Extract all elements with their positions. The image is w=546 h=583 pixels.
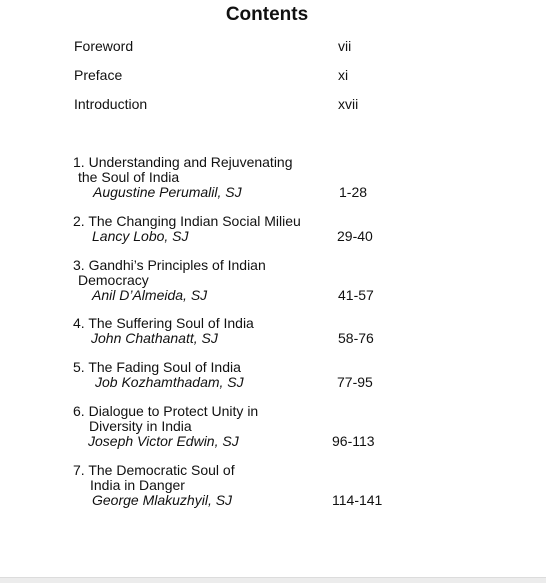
chapter-heading xyxy=(73,360,413,375)
toc-entry-foreword[interactable] xyxy=(74,37,374,55)
chapter-number: 7. xyxy=(73,462,85,478)
chapter-author: Lancy Lobo, SJ xyxy=(92,228,189,244)
chapter-heading xyxy=(73,155,413,170)
chapter-number: 5. xyxy=(73,359,85,375)
chapter-pages: 96-113 xyxy=(332,433,375,449)
chapter-number: 1. xyxy=(73,154,85,170)
toc-entry-page: xvii xyxy=(338,96,359,112)
chapter-title-continued: Diversity in India xyxy=(89,418,192,434)
toc-entry-page: xi xyxy=(338,67,349,83)
chapter-title: Gandhi’s Principles of Indian xyxy=(88,257,266,273)
chapter-heading xyxy=(73,258,413,273)
toc-entry-introduction[interactable] xyxy=(74,95,374,113)
chapter-title: Understanding and Rejuvenating xyxy=(88,154,293,170)
toc-chapter-6[interactable] xyxy=(73,404,413,449)
chapter-pages: 41-57 xyxy=(338,287,374,303)
chapter-title-continued: Democracy xyxy=(78,272,149,288)
chapter-title-continued: the Soul of India xyxy=(78,169,180,185)
chapter-number: 2. xyxy=(73,213,85,229)
chapter-pages: 29-40 xyxy=(337,228,373,244)
toc-chapter-7[interactable] xyxy=(73,463,413,508)
chapter-pages: 77-95 xyxy=(337,374,373,390)
chapter-number: 6. xyxy=(73,403,85,419)
toc-chapter-5[interactable] xyxy=(73,360,413,390)
chapter-author: Augustine Perumalil, SJ xyxy=(93,184,242,200)
chapter-title-continued: India in Danger xyxy=(90,477,185,493)
chapter-pages: 114-141 xyxy=(332,492,383,508)
toc-chapter-1[interactable] xyxy=(73,155,413,200)
chapter-title: The Changing Indian Social Milieu xyxy=(88,213,301,229)
toc-entry-label: Foreword xyxy=(74,38,134,54)
toc-chapter-2[interactable] xyxy=(73,214,413,244)
chapter-pages: 58-76 xyxy=(338,330,374,346)
chapter-heading xyxy=(73,214,413,229)
chapter-title: Dialogue to Protect Unity in xyxy=(88,403,259,419)
chapter-number: 4. xyxy=(73,315,85,331)
chapter-title: The Democratic Soul of xyxy=(88,462,235,478)
chapter-title: The Suffering Soul of India xyxy=(88,315,254,331)
toc-entry-preface[interactable] xyxy=(74,66,374,84)
chapter-heading xyxy=(73,463,413,478)
chapter-author: Job Kozhamthadam, SJ xyxy=(95,374,244,390)
chapter-heading xyxy=(73,316,413,331)
chapter-heading xyxy=(73,404,413,419)
toc-chapter-3[interactable] xyxy=(73,258,413,303)
chapter-author: George Mlakuzhyil, SJ xyxy=(92,492,233,508)
chapter-number: 3. xyxy=(73,257,85,273)
toc-chapter-4[interactable] xyxy=(73,316,413,346)
chapter-author: John Chathanatt, SJ xyxy=(91,330,218,346)
page-bottom-edge xyxy=(0,577,546,583)
toc-entry-label: Preface xyxy=(74,67,123,83)
toc-entry-page: vii xyxy=(338,38,352,54)
chapter-title: The Fading Soul of India xyxy=(88,359,241,375)
chapter-pages: 1-28 xyxy=(339,184,368,200)
chapter-author: Anil D’Almeida, SJ xyxy=(92,287,208,303)
toc-entry-label: Introduction xyxy=(74,96,148,112)
chapter-author: Joseph Victor Edwin, SJ xyxy=(88,433,239,449)
page-title: Contents xyxy=(225,4,309,25)
